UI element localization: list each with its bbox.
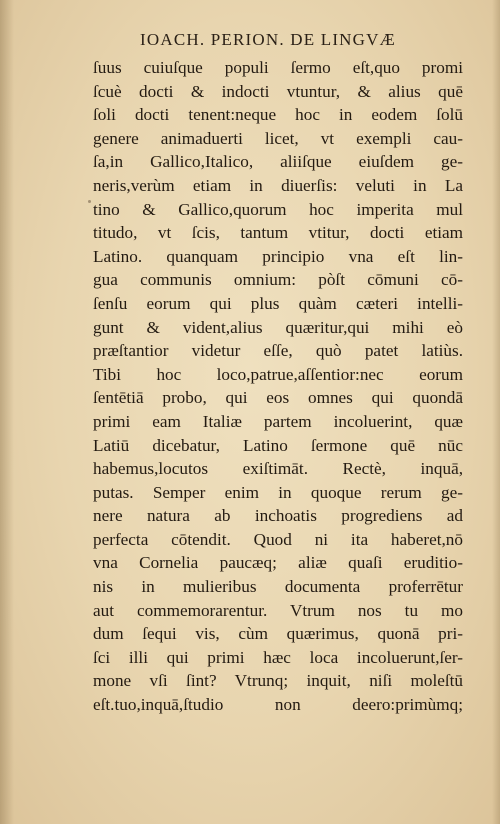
text-line: Latino. quanquam principio vna eſt lin- [93,246,463,266]
text-line: gua communis omnium: pòſt cōmuni cō- [93,270,463,290]
text-line: ſenſu eorum qui plus quàm cæteri intelli- [93,293,463,313]
text-line: eſt.tuo,inquā,ſtudio non deero:primùmq; [93,695,463,715]
text-line: aut commemorarentur. Vtrum nos tu mo [93,600,463,620]
ink-speck [88,200,91,203]
text-line: primi eam Italiæ partem incoluerint, quæ [93,411,463,431]
body-text [93,56,463,717]
text-line: gunt & vident,alius quæritur,qui mihi eò [93,317,463,337]
text-line: genere animaduerti licet, vt exempli cau- [93,128,463,148]
text-line: dum ſequi vis, cùm quærimus, quonā pri- [93,624,463,644]
text-line: vna Cornelia paucæq; aliæ quaſi eruditio- [93,553,463,573]
text-line: præſtantior videtur eſſe, quò patet latiùs. [93,341,463,361]
running-head: IOACH. PERION. DE LINGVÆ [140,30,396,49]
text-line: habemus,locutos exiſtimāt. Rectè, inquā, [93,459,463,479]
text-line: ſentētiā probo, qui eos omnes qui quondā [93,388,463,408]
page-edge-shadow [492,0,500,824]
text-line: nis in mulieribus documenta proferrētur [93,577,463,597]
text-line: ſuus cuiuſque populi ſermo eſt,quo promi [93,58,463,77]
text-line: Tibi hoc loco,patrue,aſſentior:nec eorum [93,364,463,384]
text-line: ſa,in Gallico,Italico, aliiſque eiuſdem ge- [93,152,463,172]
text-line: nere natura ab inchoatis progrediens ad [93,506,463,526]
text-line: ſcuè docti & indocti vtuntur, & alius quē [93,81,463,101]
text-line: titudo, vt ſcis, tantum vtitur, docti etiam [93,223,463,243]
text-line: perfecta cōtendit. Quod ni ita haberet,nō [93,529,463,549]
text-line: ſci illi qui primi hæc loca incoluerunt,ſer- [93,647,463,667]
gutter-shadow [0,0,14,824]
text-line: putas. Semper enim in quoque rerum ge- [93,482,463,502]
text-line: neris,verùm etiam in diuerſis: veluti in La [93,175,463,195]
text-line: tino & Gallico,quorum hoc imperita mul [93,199,463,219]
text-line: Latiū dicebatur, Latino ſermone quē nūc [93,435,463,455]
text-line: mone vſi ſint? Vtrunq; inquit, niſi moleſtū [93,671,463,691]
text-line: ſoli docti tenent:neque hoc in eodem ſolū [93,105,463,125]
